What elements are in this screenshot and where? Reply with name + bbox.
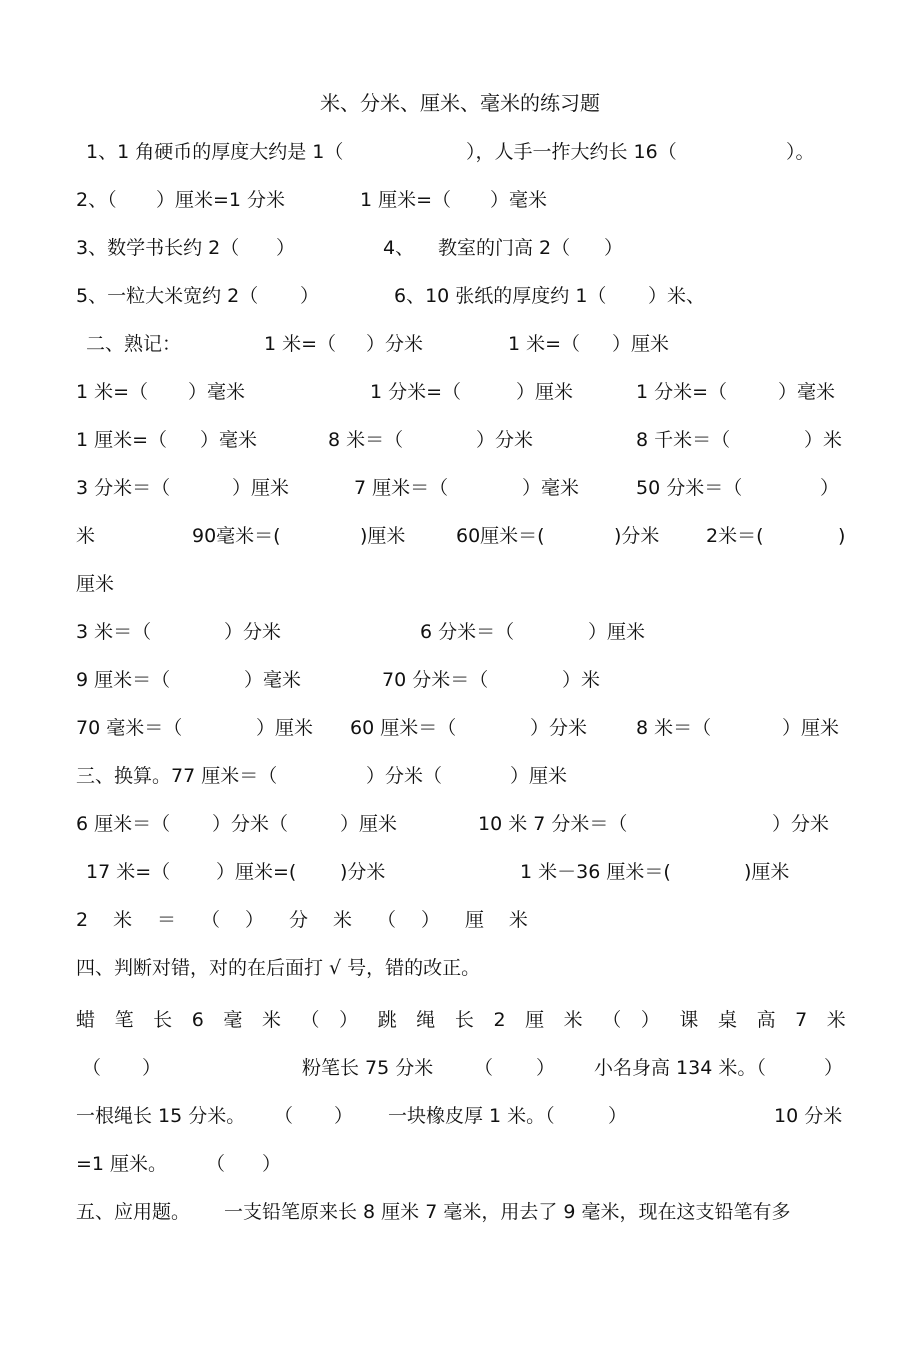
text-segment: ） — [824, 1057, 844, 1079]
text-char: 2 — [493, 1009, 506, 1031]
text-segment: 粉笔长 75 分米 — [302, 1057, 434, 1079]
text-char: 厘 — [525, 1009, 545, 1031]
text-segment: ）厘米 — [516, 381, 574, 403]
text-segment: 8 米＝（ — [636, 717, 712, 739]
text-segment: ），人手一拃大约长 16（ — [466, 141, 677, 163]
text-segment: ）厘米 — [612, 333, 670, 355]
text-segment: ） — [820, 477, 840, 499]
text-segment: ） — [536, 1057, 556, 1079]
text-segment: ）。 — [786, 141, 815, 163]
text-segment: ）分米 — [530, 717, 588, 739]
text-char: （ — [602, 1009, 622, 1031]
text-segment: 3 分米＝（ — [76, 477, 171, 499]
text-char: ） — [420, 909, 440, 931]
text-char: 桌 — [717, 1009, 737, 1031]
text-segment: ）毫米 — [244, 669, 302, 691]
conversion-row — [76, 903, 528, 937]
text-segment: 小名身高 134 米。（ — [594, 1057, 766, 1079]
text-segment: )分米 — [340, 861, 386, 883]
text-segment: ）厘米=1 分米 — [156, 189, 286, 211]
conversion-row — [76, 567, 846, 601]
text-segment: 3 米＝（ — [76, 621, 152, 643]
text-segment: ）分米 — [476, 429, 534, 451]
text-char: 蜡 — [76, 1009, 96, 1031]
conversion-row — [76, 615, 846, 649]
question-2 — [76, 183, 846, 217]
text-char: （ — [300, 1009, 320, 1031]
text-segment: =1 厘米。 — [76, 1153, 168, 1175]
text-segment: 教室的门高 2（ — [438, 237, 571, 259]
text-segment: 6 厘米＝（ — [76, 813, 171, 835]
text-segment: 4、 — [383, 237, 415, 259]
page-title: 米、分米、厘米、毫米的练习题 — [320, 91, 600, 115]
text-segment: （ — [82, 1057, 102, 1079]
text-char: 米 — [563, 1009, 583, 1031]
text-segment: ）厘米 — [782, 717, 840, 739]
text-segment: ）毫米 — [188, 381, 246, 403]
text-segment: 70 分米＝（ — [382, 669, 489, 691]
text-segment: 1 米=（ — [76, 381, 149, 403]
text-segment: 一块橡皮厚 1 米。（ — [388, 1105, 555, 1127]
text-segment: ）分米（ — [366, 765, 443, 787]
text-segment: 1 分米=（ — [370, 381, 462, 403]
conversion-row — [76, 855, 846, 889]
text-segment: 9 厘米＝（ — [76, 669, 171, 691]
text-char: ） — [339, 1009, 359, 1031]
section-5-header — [76, 1195, 846, 1229]
text-char: 米 — [332, 909, 352, 931]
text-segment: 1、1 角硬币的厚度大约是 1（ — [86, 141, 344, 163]
text-char: 6 — [191, 1009, 204, 1031]
text-segment: 60厘米＝( — [456, 525, 545, 547]
text-segment: 厘米 — [76, 573, 115, 595]
text-segment: ) — [838, 525, 846, 547]
text-segment: ）厘米=( — [216, 861, 297, 883]
text-segment: 50 分米＝（ — [636, 477, 743, 499]
text-char: 笔 — [114, 1009, 134, 1031]
text-segment: ）厘米 — [588, 621, 646, 643]
section-heading: 四、判断对错，对的在后面打 √ 号，错的改正。 — [76, 957, 481, 979]
text-segment: 1 厘米=（ — [360, 189, 452, 211]
text-char: 米 — [261, 1009, 281, 1031]
text-segment: ）米、 — [648, 285, 706, 307]
text-segment: 17 米=（ — [86, 861, 171, 883]
text-segment: 一根绳长 15 分米。 — [76, 1105, 246, 1127]
text-segment: )分米 — [614, 525, 660, 547]
text-segment: )厘米 — [360, 525, 406, 547]
conversion-row — [76, 807, 846, 841]
text-segment: ）分米 — [224, 621, 282, 643]
text-segment: ）毫米 — [200, 429, 258, 451]
text-char: 分 — [289, 909, 309, 931]
text-segment: （ — [474, 1057, 494, 1079]
text-char: 厘 — [464, 909, 484, 931]
question-5-6 — [76, 279, 846, 313]
text-segment: 70 毫米＝（ — [76, 717, 183, 739]
text-segment: ） — [300, 285, 320, 307]
text-segment: （ — [206, 1153, 226, 1175]
text-segment: ）分米 — [366, 333, 424, 355]
section-heading: 二、熟记： — [86, 333, 182, 355]
text-segment: 90毫米＝( — [192, 525, 281, 547]
text-segment: ）分米（ — [212, 813, 289, 835]
text-segment: 8 米＝（ — [328, 429, 404, 451]
conversion-row — [76, 471, 846, 505]
conversion-row — [76, 375, 846, 409]
text-segment: 3、数学书长约 2（ — [76, 237, 240, 259]
text-segment: （ — [274, 1105, 294, 1127]
text-segment: ） — [276, 237, 296, 259]
text-segment: ） — [608, 1105, 628, 1127]
text-segment: 7 厘米＝（ — [354, 477, 449, 499]
text-char: 高 — [756, 1009, 776, 1031]
text-segment: 8 千米＝（ — [636, 429, 731, 451]
text-segment: ）米 — [804, 429, 843, 451]
text-segment: ）分米 — [772, 813, 830, 835]
judge-row — [76, 1003, 846, 1037]
conversion-row — [76, 423, 846, 457]
judge-row — [76, 1099, 846, 1133]
text-segment: ）毫米 — [522, 477, 580, 499]
text-segment: ） — [142, 1057, 162, 1079]
text-segment: 1 厘米=（ — [76, 429, 168, 451]
text-segment: ）毫米 — [778, 381, 836, 403]
text-segment: ）厘米 — [232, 477, 290, 499]
text-char: 米 — [508, 909, 528, 931]
text-segment: ）米 — [562, 669, 601, 691]
text-char: 米 — [826, 1009, 846, 1031]
text-segment: ） — [604, 237, 624, 259]
text-segment: 2米＝( — [706, 525, 764, 547]
question-1 — [76, 135, 846, 169]
text-char: （ — [376, 909, 396, 931]
text-segment: ） — [262, 1153, 282, 1175]
text-segment: 一支铅笔原来长 8 厘米 7 毫米，用去了 9 毫米，现在这支铅笔有多 — [224, 1201, 791, 1223]
section-3-header — [76, 759, 846, 793]
conversion-row — [76, 519, 846, 553]
text-char: 课 — [679, 1009, 699, 1031]
text-segment: 1 米=（ — [264, 333, 337, 355]
text-segment: 6 分米＝（ — [420, 621, 515, 643]
text-char: 跳 — [377, 1009, 397, 1031]
text-char: 绳 — [416, 1009, 436, 1031]
question-3-4 — [76, 231, 846, 265]
text-char: （ — [201, 909, 221, 931]
text-char: ＝ — [157, 909, 177, 931]
judge-row — [76, 1147, 846, 1181]
text-char: 毫 — [223, 1009, 243, 1031]
conversion-row — [76, 663, 846, 697]
text-segment: ）厘米 — [510, 765, 568, 787]
conversion-row — [76, 711, 846, 745]
text-segment: 米 — [76, 525, 96, 547]
text-char: 2 — [76, 909, 89, 931]
text-segment: ） — [334, 1105, 354, 1127]
text-segment: 1 米－36 厘米＝( — [520, 861, 671, 883]
text-char: 7 — [795, 1009, 808, 1031]
section-4-header — [76, 951, 846, 985]
text-segment: 6、10 张纸的厚度约 1（ — [394, 285, 607, 307]
text-segment: ）厘米 — [340, 813, 398, 835]
text-char: 长 — [454, 1009, 474, 1031]
text-segment: 10 分米 — [774, 1105, 843, 1127]
text-segment: 60 厘米＝（ — [350, 717, 457, 739]
text-char: ） — [245, 909, 265, 931]
section-heading: 三、换算。77 厘米＝（ — [76, 765, 278, 787]
text-segment: ）厘米 — [256, 717, 314, 739]
text-char: 米 — [113, 909, 133, 931]
text-segment: 1 分米=（ — [636, 381, 728, 403]
text-segment: 5、一粒大米宽约 2（ — [76, 285, 259, 307]
text-segment: )厘米 — [744, 861, 790, 883]
judge-row — [76, 1051, 846, 1085]
text-segment: 1 米=（ — [508, 333, 581, 355]
text-char: 长 — [153, 1009, 173, 1031]
section-heading: 五、应用题。 — [76, 1201, 191, 1223]
text-char: ） — [640, 1009, 660, 1031]
section-2-header — [76, 327, 846, 361]
text-segment: ）毫米 — [490, 189, 548, 211]
text-segment: 2、（ — [76, 189, 117, 211]
text-segment: 10 米 7 分米＝（ — [478, 813, 628, 835]
